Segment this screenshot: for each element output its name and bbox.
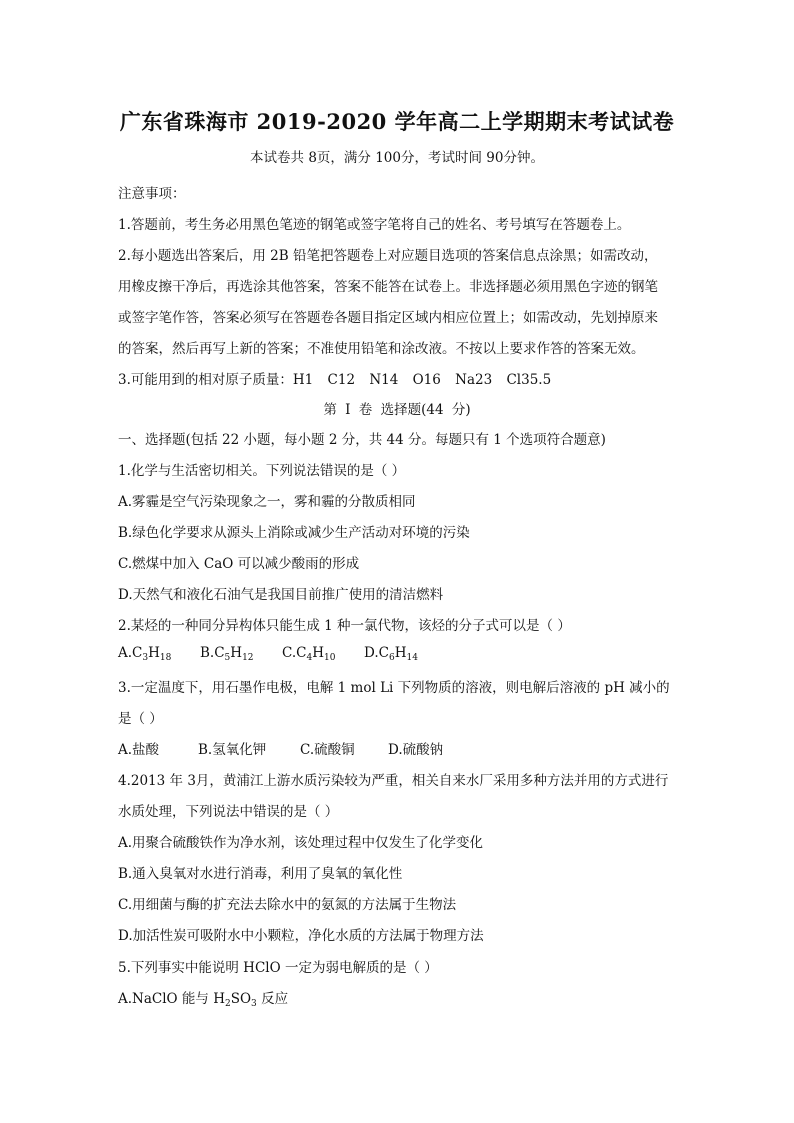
question-3-option-a: A.盐酸 [118,742,160,758]
question-3-stem-line-1: 3.一定温度下，用石墨作电极，电解 1 mol Li 下列物质的溶液，则电解后溶液的 pH 减小的 [118,680,670,696]
notice-item-2-line-1: 2.每小题选出答案后，用 2B 铅笔把答题卷上对应题目选项的答案信息点涂黑；如需改动， [118,248,658,264]
question-1-stem: 1.化学与生活密切相关。下列说法错误的是（ ） [118,463,406,479]
question-3-option-b: B.氢氧化钾 [198,742,267,758]
question-2-stem: 2.某烃的一种同分异构体只能生成 1 种一氯代物，该烃的分子式可以是（ ） [118,618,571,634]
question-4-option-d: D.加活性炭可吸附水中小颗粒，净化水质的方法属于物理方法 [118,928,484,944]
notice-item-2-line-4: 的答案，然后再写上新的答案；不准使用铅笔和涂改液。不按以上要求作答的答案无效。 [118,341,645,357]
question-1-option-a: A.雾霾是空气污染现象之一，雾和霾的分散质相同 [118,494,416,510]
question-3-options [118,738,443,758]
notice-item-1: 1.答题前，考生务必用黑色笔迹的钢笔或签字笔将自己的姓名、考号填写在答题卷上。 [118,217,631,233]
question-4-option-b: B.通入臭氧对水进行消毒，利用了臭氧的氧化性 [118,866,403,882]
question-2-option-d: $D.C_6H_{14}$ [364,645,418,663]
question-3-option-d: D.硫酸钠 [388,742,444,758]
notice-item-2-line-3: 或签字笔作答，答案必须写在答题卷各题目指定区域内相应位置上；如需改动，先划掉原来 [118,310,658,326]
notice-heading: 注意事项： [118,186,186,202]
question-2-option-b: $B.C_5H_{12}$ [200,645,254,663]
question-3-option-c: C.硫酸铜 [300,742,355,758]
question-5-option-a: A.NaClO 能与 $H_2SO_3$ 反应 [118,991,289,1009]
question-1-option-c: C.燃煤中加入 CaO 可以减少酸雨的形成 [118,556,360,572]
question-2-options [118,645,418,661]
question-4-option-a: A.用聚合硫酸铁作为净水剂，该处理过程中仅发生了化学变化 [118,835,484,851]
question-1-option-b: B.绿色化学要求从源头上消除或减少生产活动对环境的污染 [118,525,470,541]
section-intro: 一、选择题(包括 22 小题，每小题 2 分，共 44 分。每题只有 1 个选项符合题意) [118,432,606,448]
section-title: 第 I 卷 选择题(44 分) [323,402,471,418]
question-2-option-c: $C.C_4H_{10}$ [282,645,336,663]
question-4-option-c: C.用细菌与酶的扩充法去除水中的氨氮的方法属于生物法 [118,897,457,913]
notice-item-3: 3.可能用到的相对原子质量：H1 C12 N14 O16 Na23 Cl35.5 [118,372,552,388]
question-5-stem: 5.下列事实中能说明 HClO 一定为弱电解质的是（ ） [118,960,438,976]
question-1-option-d: D.天然气和液化石油气是我国目前推广使用的清洁燃料 [118,587,444,603]
question-2-option-a: $A.C_3H_{18}$ [118,645,172,663]
question-3-stem-line-2: 是（ ） [118,711,163,727]
exam-subtitle: 本试卷共 8页，满分 100分，考试时间 90分钟。 [250,150,544,166]
notice-item-2-line-2: 用橡皮擦干净后，再选涂其他答案，答案不能答在试卷上。非选择题必须用黑色字迹的钢笔 [118,279,658,295]
question-4-stem-line-1: 4.2013 年 3月，黄浦江上游水质污染较为严重，相关自来水厂采用多种方法并用的方式进行 [118,773,669,789]
question-4-stem-line-2: 水质处理，下列说法中错误的是（ ） [118,804,339,820]
exam-title: 广东省珠海市 2019-2020 学年高二上学期期末考试试卷 [119,109,675,134]
